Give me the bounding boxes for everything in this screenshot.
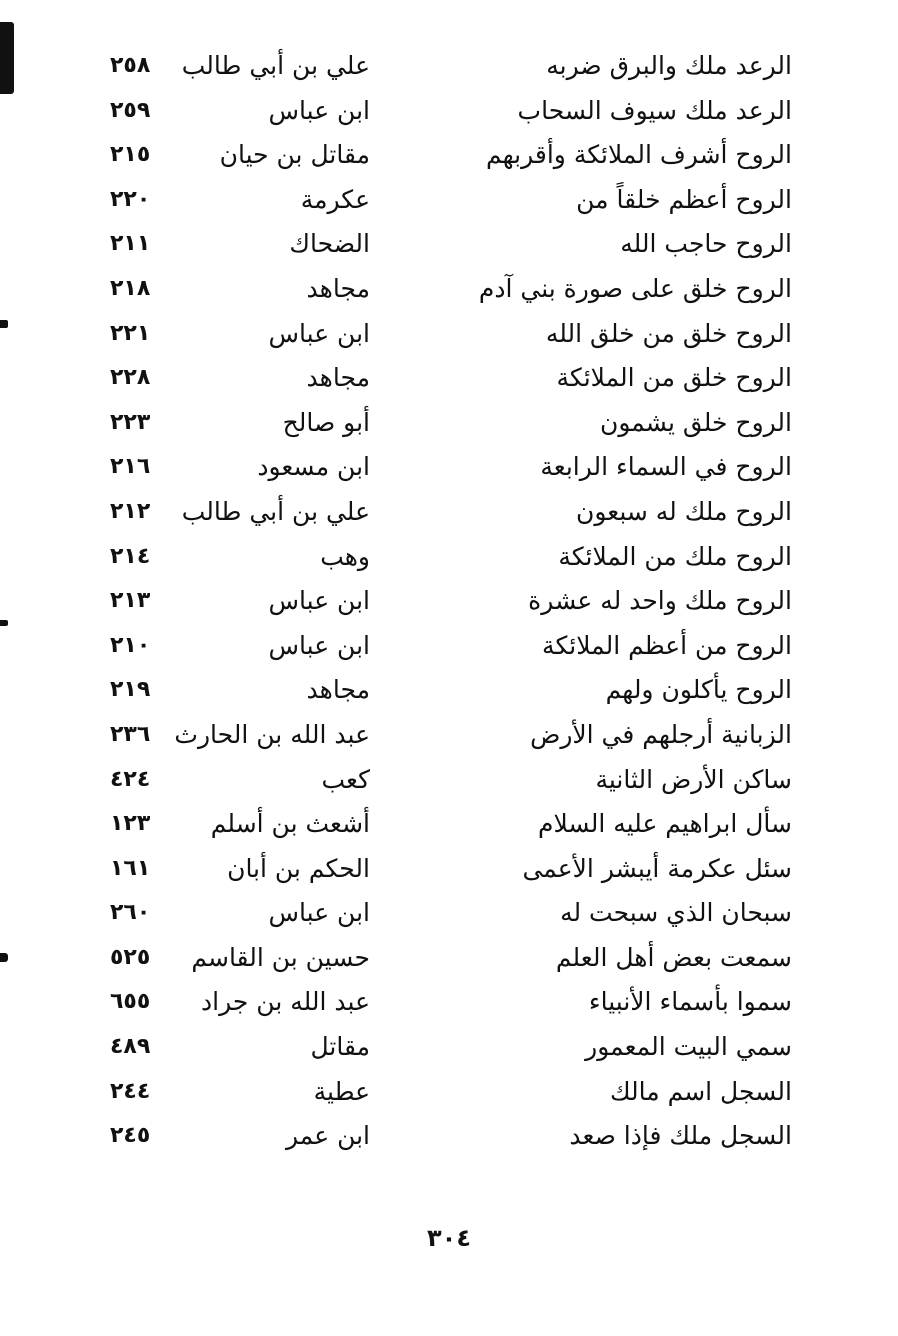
- index-phrase: الروح خلق على صورة بني آدم: [478, 273, 792, 303]
- index-narrator: عكرمة: [300, 184, 370, 214]
- index-phrase: الروح ملك له سبعون: [576, 496, 792, 526]
- index-row: [100, 1114, 800, 1159]
- index-row: [100, 713, 800, 758]
- index-row: [100, 44, 800, 89]
- index-row: [100, 1070, 800, 1115]
- index-narrator: ابن عباس: [268, 630, 370, 660]
- index-phrase: الروح حاجب الله: [620, 229, 792, 259]
- index-number: ٢٤٥: [110, 1123, 151, 1149]
- index-number: ٢١٤: [110, 543, 151, 569]
- index-row: [100, 490, 800, 535]
- index-phrase: سمي البيت المعمور: [585, 1032, 792, 1062]
- index-number: ٢٥٩: [110, 97, 151, 123]
- index-number: ٢٦٠: [110, 900, 151, 926]
- index-narrator: ابن مسعود: [257, 452, 370, 482]
- index-row: [100, 356, 800, 401]
- scan-edge-mark: [0, 320, 8, 328]
- index-phrase: الرعد ملك والبرق ضربه: [546, 51, 792, 80]
- index-narrator: ابن عباس: [268, 318, 370, 348]
- index-number: ٢٢١: [110, 320, 151, 346]
- index-number: ٢٥٨: [110, 53, 151, 78]
- index-row: [100, 401, 800, 446]
- index-phrase: سموا بأسماء الأنبياء: [588, 987, 792, 1017]
- index-number: ٢١٦: [110, 454, 151, 480]
- index-number: ٥٢٥: [110, 944, 151, 970]
- index-phrase: الروح أشرف الملائكة وأقربهم: [486, 140, 792, 170]
- index-narrator: عبد الله بن جراد: [201, 987, 370, 1017]
- index-number: ١٦١: [110, 855, 151, 881]
- index-row: [100, 89, 800, 134]
- index-narrator: مقاتل بن حيان: [219, 140, 370, 170]
- index-phrase: الروح أعظم خلقاً من: [576, 184, 792, 214]
- index-number: ٢١٣: [110, 588, 151, 614]
- index-row: [100, 1025, 800, 1070]
- index-phrase: السجل ملك فإذا صعد: [569, 1121, 792, 1151]
- index-number: ٤٢٤: [110, 766, 151, 792]
- index-row: [100, 445, 800, 490]
- index-number: ٤٨٩: [110, 1034, 151, 1060]
- index-narrator: عطية: [313, 1076, 370, 1106]
- index-phrase: السجل اسم مالك: [609, 1076, 792, 1106]
- index-number: ٢٢٠: [110, 186, 151, 212]
- index-row: [100, 847, 800, 892]
- index-narrator: ابن عباس: [268, 95, 370, 125]
- index-narrator: عبد الله بن الحارث: [174, 719, 370, 749]
- index-row: [100, 624, 800, 669]
- index-phrase: الروح ملك من الملائكة: [558, 541, 792, 571]
- index-number: ٢١٩: [110, 677, 151, 703]
- index-narrator: مجاهد: [306, 363, 370, 393]
- index-narrator: الحكم بن أبان: [227, 853, 370, 883]
- index-narrator: وهب: [320, 541, 370, 571]
- index-phrase: سبحان الذي سبحت له: [560, 898, 792, 928]
- index-narrator: مجاهد: [306, 675, 370, 705]
- index-row: [100, 668, 800, 713]
- index-table: [100, 44, 800, 1159]
- index-number: ٢٣٦: [110, 721, 151, 747]
- index-phrase: الروح خلق من الملائكة: [556, 363, 792, 393]
- index-row: [100, 936, 800, 981]
- index-narrator: علي بن أبي طالب: [181, 496, 370, 526]
- scan-edge-mark: [0, 22, 14, 94]
- index-narrator: ابن عباس: [268, 586, 370, 616]
- index-narrator: ابن عباس: [268, 898, 370, 928]
- index-row: [100, 579, 800, 624]
- index-phrase: الروح خلق من خلق الله: [545, 318, 792, 348]
- index-narrator: مجاهد: [306, 273, 370, 303]
- index-phrase: الروح من أعظم الملائكة: [542, 630, 792, 660]
- index-phrase: سئل عكرمة أيبشر الأعمى: [522, 853, 792, 883]
- index-phrase: الروح خلق يشمون: [599, 407, 792, 437]
- index-number: ٢١٨: [110, 275, 151, 301]
- index-number: ٢٤٤: [110, 1078, 151, 1104]
- index-number: ٢٢٨: [110, 365, 151, 391]
- scan-edge-mark: [0, 620, 8, 626]
- index-number: ١٢٣: [110, 811, 151, 837]
- index-phrase: الروح يأكلون ولهم: [605, 675, 792, 705]
- index-phrase: سمعت بعض أهل العلم: [555, 942, 792, 972]
- index-narrator: أبو صالح: [282, 407, 370, 437]
- index-number: ٢١٥: [110, 142, 151, 168]
- index-narrator: الضحاك: [289, 229, 370, 259]
- index-narrator: حسين بن القاسم: [191, 942, 370, 972]
- index-number: ٦٥٥: [110, 989, 151, 1015]
- index-row: [100, 267, 800, 312]
- index-phrase: سأل ابراهيم عليه السلام: [538, 809, 792, 839]
- index-row: [100, 535, 800, 580]
- index-row: [100, 980, 800, 1025]
- index-number: ٢١٠: [110, 632, 151, 658]
- index-narrator: علي بن أبي طالب: [181, 51, 370, 80]
- index-phrase: الرعد ملك سيوف السحاب: [517, 95, 792, 125]
- index-narrator: ابن عمر: [285, 1121, 370, 1151]
- index-narrator: أشعث بن أسلم: [210, 809, 370, 839]
- index-row: [100, 312, 800, 357]
- scan-edge-mark: [0, 953, 8, 962]
- index-number: ٢١١: [110, 231, 151, 257]
- index-phrase: الروح ملك واحد له عشرة: [528, 586, 792, 616]
- index-row: [100, 178, 800, 223]
- index-phrase: الروح في السماء الرابعة: [540, 452, 792, 482]
- index-row: [100, 891, 800, 936]
- index-number: ٢١٢: [110, 498, 151, 524]
- index-number: ٢٢٣: [110, 409, 151, 435]
- index-row: [100, 758, 800, 803]
- index-phrase: الزبانية أرجلهم في الأرض: [530, 719, 792, 749]
- index-row: [100, 133, 800, 178]
- index-narrator: مقاتل: [310, 1032, 370, 1062]
- index-phrase: ساكن الأرض الثانية: [595, 764, 792, 794]
- index-row: [100, 802, 800, 847]
- index-narrator: كعب: [321, 764, 370, 794]
- page-number: ٣٠٤: [427, 1224, 471, 1252]
- index-row: [100, 222, 800, 267]
